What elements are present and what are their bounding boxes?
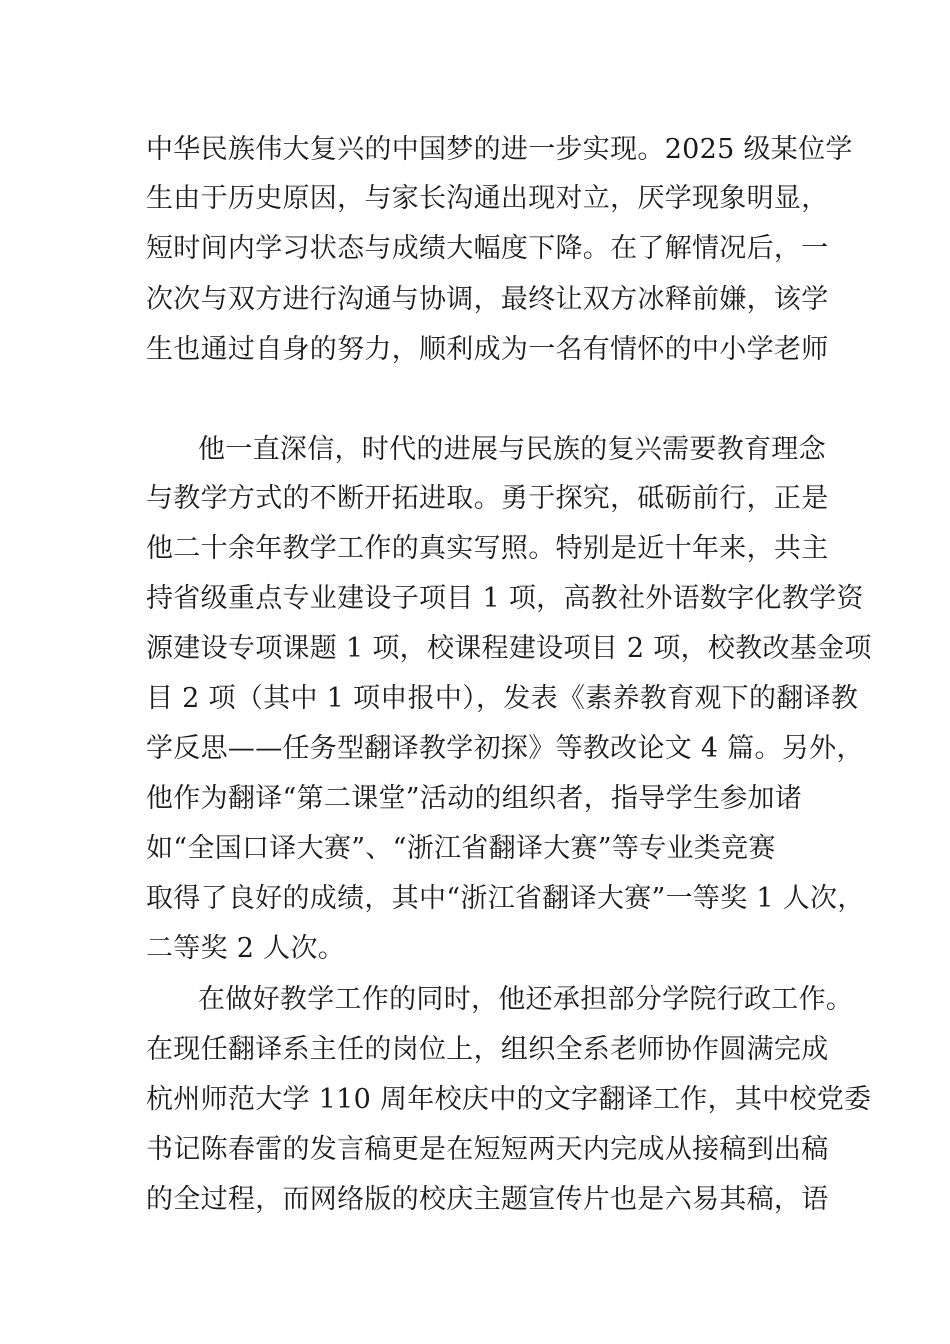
paragraph-2-line-2: 与教学方式的不断开拓进取。勇于探究，砥砺前行，正是 <box>146 483 829 514</box>
paragraph-2-line-8: 他作为翻译“第二课堂”活动的组织者，指导学生参加诸 <box>146 783 803 814</box>
paragraph-1-line-1: 中华民族伟大复兴的中国梦的进一步实现。2025 级某位学 <box>146 134 853 165</box>
paragraph-1-line-5: 生也通过自身的努力，顺利成为一名有情怀的中小学老师 <box>146 334 829 365</box>
paragraph-1-line-2: 生由于历史原因，与家长沟通出现对立，厌学现象明显， <box>146 183 829 214</box>
paragraph-2-line-3: 他二十余年教学工作的真实写照。特别是近十年来，共主 <box>146 533 829 564</box>
paragraph-1-line-3: 短时间内学习状态与成绩大幅度下降。在了解情况后，一 <box>146 233 829 264</box>
paragraph-3-line-5: 的全过程，而网络版的校庆主题宣传片也是六易其稿，语 <box>146 1184 829 1215</box>
paragraph-3-line-1: 在做好教学工作的同时，他还承担部分学院行政工作。 <box>198 984 854 1015</box>
paragraph-2-line-11: 二等奖 2 人次。 <box>146 933 346 964</box>
paragraph-2-line-7: 学反思——任务型翻译教学初探》等教改论文 4 篇。另外， <box>146 733 864 764</box>
paragraph-3-line-2: 在现任翻译系主任的岗位上，组织全系老师协作圆满完成 <box>146 1034 829 1065</box>
paragraph-3-line-4: 书记陈春雷的发言稿更是在短短两天内完成从接稿到出稿 <box>146 1134 829 1165</box>
paragraph-2-line-5: 源建设专项课题 1 项，校课程建设项目 2 项，校教改基金项 <box>146 633 872 664</box>
paragraph-2-line-4: 持省级重点专业建设子项目 1 项，高教社外语数字化教学资 <box>146 583 864 614</box>
paragraph-3-line-3: 杭州师范大学 110 周年校庆中的文字翻译工作，其中校党委 <box>146 1084 872 1115</box>
paragraph-1-line-4: 次次与双方进行沟通与协调，最终让双方冰释前嫌，该学 <box>146 284 829 315</box>
paragraph-2-line-9: 如“全国口译大赛”、“浙江省翻译大赛”等专业类竞赛 <box>146 833 776 864</box>
paragraph-2-line-1: 他一直深信，时代的进展与民族的复兴需要教育理念 <box>198 434 826 465</box>
paragraph-2-line-10: 取得了良好的成绩，其中“浙江省翻译大赛”一等奖 1 人次， <box>146 883 865 914</box>
paragraph-2-line-6: 目 2 项（其中 1 项申报中），发表《素养教育观下的翻译教 <box>146 683 859 714</box>
